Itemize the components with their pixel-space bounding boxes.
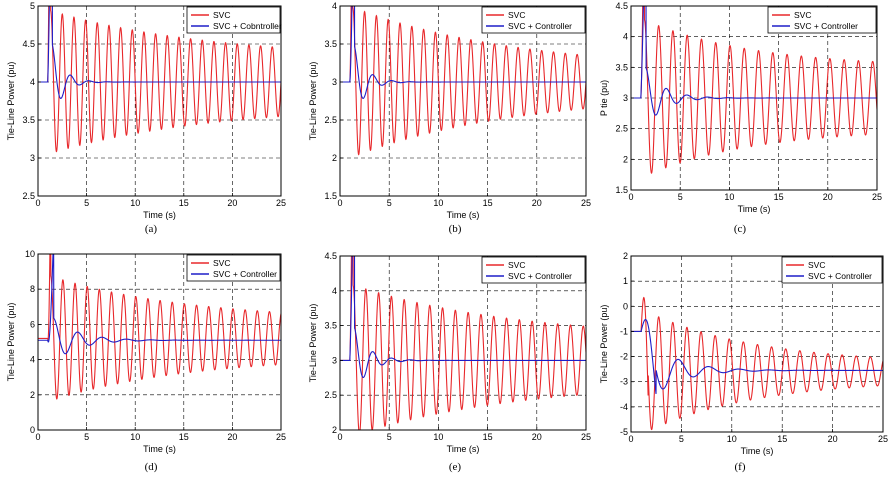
y-tick-label: 3 <box>331 355 337 366</box>
legend-entry: SVC + Cobntroller <box>213 21 282 31</box>
x-tick-label: 5 <box>386 198 392 208</box>
legend-entry: SVC <box>794 10 812 20</box>
x-tick-label: 10 <box>130 198 141 208</box>
legend-entry: SVC <box>808 260 826 270</box>
x-tick-label: 5 <box>84 198 90 208</box>
x-axis-label: Time (s) <box>446 210 480 220</box>
panel-caption: (e) <box>448 461 462 473</box>
panel-caption: (d) <box>144 461 158 473</box>
y-tick-label: 4 <box>331 285 337 296</box>
x-tick-label: 20 <box>827 434 838 444</box>
x-tick-label: 15 <box>482 198 493 208</box>
x-tick-label: 25 <box>275 432 287 442</box>
x-tick-label: 25 <box>580 432 592 442</box>
legend-entry: SVC + Controller <box>794 21 859 31</box>
chart-panel <box>308 80 591 473</box>
legend-entry: SVC <box>213 258 231 268</box>
legend-entry: SVC + Controller <box>213 269 278 279</box>
x-tick-label: 0 <box>628 192 634 202</box>
x-axis-label: Time (s) <box>737 204 771 214</box>
x-tick-label: 15 <box>178 198 189 208</box>
chart-panel <box>599 0 882 235</box>
legend-entry: SVC + Controller <box>508 21 573 31</box>
x-axis-label: Time (s) <box>740 446 774 456</box>
y-tick-label: 3.5 <box>615 62 628 73</box>
legend-entry: SVC <box>213 10 231 20</box>
series-line-svc-controller <box>38 234 281 354</box>
y-tick-label: 3 <box>29 153 35 163</box>
x-tick-label: 15 <box>777 434 788 444</box>
y-tick-label: 3.5 <box>324 39 337 49</box>
x-tick-label: 15 <box>773 192 784 202</box>
x-tick-label: 20 <box>227 198 238 208</box>
x-tick-label: 0 <box>35 432 41 442</box>
y-tick-label: 4 <box>622 31 628 42</box>
y-tick-label: -5 <box>619 427 628 437</box>
y-tick-label: 1.5 <box>324 191 337 201</box>
x-tick-label: 25 <box>871 192 883 202</box>
x-tick-label: 0 <box>35 198 41 208</box>
y-tick-label: 4 <box>29 354 35 365</box>
y-tick-label: 1 <box>622 276 628 287</box>
y-tick-label: -3 <box>619 376 628 387</box>
y-tick-label: 2 <box>622 154 628 165</box>
legend <box>768 7 876 33</box>
x-tick-label: 0 <box>337 198 343 208</box>
x-tick-label: 5 <box>677 192 683 202</box>
legend-entry: SVC + Controller <box>508 271 573 281</box>
y-tick-label: 2 <box>29 389 35 400</box>
y-tick-label: 1.5 <box>615 185 628 195</box>
y-tick-label: 0 <box>29 425 35 435</box>
x-tick-label: 15 <box>482 432 493 442</box>
y-tick-label: 6 <box>29 319 35 330</box>
x-tick-label: 5 <box>84 432 90 442</box>
y-tick-label: 10 <box>24 249 35 259</box>
x-tick-label: 20 <box>227 432 238 442</box>
y-tick-label: 2 <box>331 425 337 435</box>
series-line-svc <box>38 191 281 399</box>
x-tick-label: 0 <box>628 434 634 444</box>
legend <box>482 257 585 283</box>
x-tick-label: 5 <box>386 432 392 442</box>
x-tick-label: 10 <box>130 432 141 442</box>
x-axis-label: Time (s) <box>143 444 176 454</box>
y-tick-label: -4 <box>619 401 628 412</box>
x-tick-label: 10 <box>726 434 737 444</box>
x-tick-label: 10 <box>433 198 444 208</box>
y-axis-label: P tie (pu) <box>599 79 609 117</box>
panel-caption: (c) <box>733 223 747 235</box>
y-tick-label: 3 <box>622 93 628 103</box>
y-tick-label: -1 <box>619 326 628 337</box>
y-tick-label: 5 <box>29 1 35 11</box>
legend <box>782 257 882 283</box>
y-tick-label: 4.5 <box>22 39 35 49</box>
legend <box>187 255 280 281</box>
chart-panel <box>599 251 888 473</box>
y-tick-label: -2 <box>619 351 628 362</box>
y-tick-label: 2 <box>331 153 337 163</box>
y-tick-label: 4.5 <box>615 1 628 11</box>
x-tick-label: 20 <box>531 198 542 208</box>
y-axis-label: Tie-Line Power (pu) <box>6 61 16 141</box>
series-line-svc <box>631 298 883 430</box>
legend-entry: SVC <box>508 10 526 20</box>
y-tick-label: 2.5 <box>22 191 35 201</box>
y-tick-label: 3 <box>331 77 337 87</box>
y-tick-label: 4 <box>29 77 35 87</box>
x-axis-label: Time (s) <box>446 444 480 454</box>
legend-entry: SVC <box>508 260 526 270</box>
y-axis-label: Tie-Line Power (pu) <box>308 61 318 141</box>
series-line-svc-controller <box>340 125 586 377</box>
y-tick-label: 2.5 <box>615 123 628 134</box>
x-tick-label: 25 <box>580 198 592 208</box>
y-tick-label: 4 <box>331 1 337 11</box>
chart-panel <box>308 0 591 235</box>
x-tick-label: 25 <box>275 198 287 208</box>
x-tick-label: 10 <box>724 192 735 202</box>
panel-caption: (f) <box>734 461 746 473</box>
y-axis-label: Tie-Line Power (pu) <box>6 302 16 382</box>
panel-caption: (b) <box>448 223 462 235</box>
x-tick-label: 5 <box>678 434 684 444</box>
y-tick-label: 3.5 <box>324 320 337 331</box>
x-tick-label: 20 <box>822 192 833 202</box>
legend <box>187 7 282 33</box>
legend <box>482 7 585 33</box>
legend-entry: SVC + Controller <box>808 271 873 281</box>
x-tick-label: 10 <box>433 432 444 442</box>
x-axis-label: Time (s) <box>143 210 176 220</box>
y-axis-label: Tie-Line Power (pu) <box>308 303 318 383</box>
y-tick-label: 0 <box>622 301 628 312</box>
chart-panel <box>6 0 286 235</box>
x-tick-label: 0 <box>337 432 343 442</box>
x-tick-label: 20 <box>531 432 542 442</box>
y-tick-label: 2 <box>622 251 628 261</box>
y-tick-label: 2.5 <box>324 115 337 125</box>
y-tick-label: 4.5 <box>324 251 337 261</box>
y-axis-label: Tie-Line Power (pu) <box>599 304 609 384</box>
y-tick-label: 2.5 <box>324 390 337 401</box>
panel-caption: (a) <box>144 223 158 235</box>
x-tick-label: 15 <box>178 432 189 442</box>
y-tick-label: 8 <box>29 284 35 295</box>
y-tick-label: 3.5 <box>22 115 35 125</box>
x-tick-label: 25 <box>877 434 889 444</box>
